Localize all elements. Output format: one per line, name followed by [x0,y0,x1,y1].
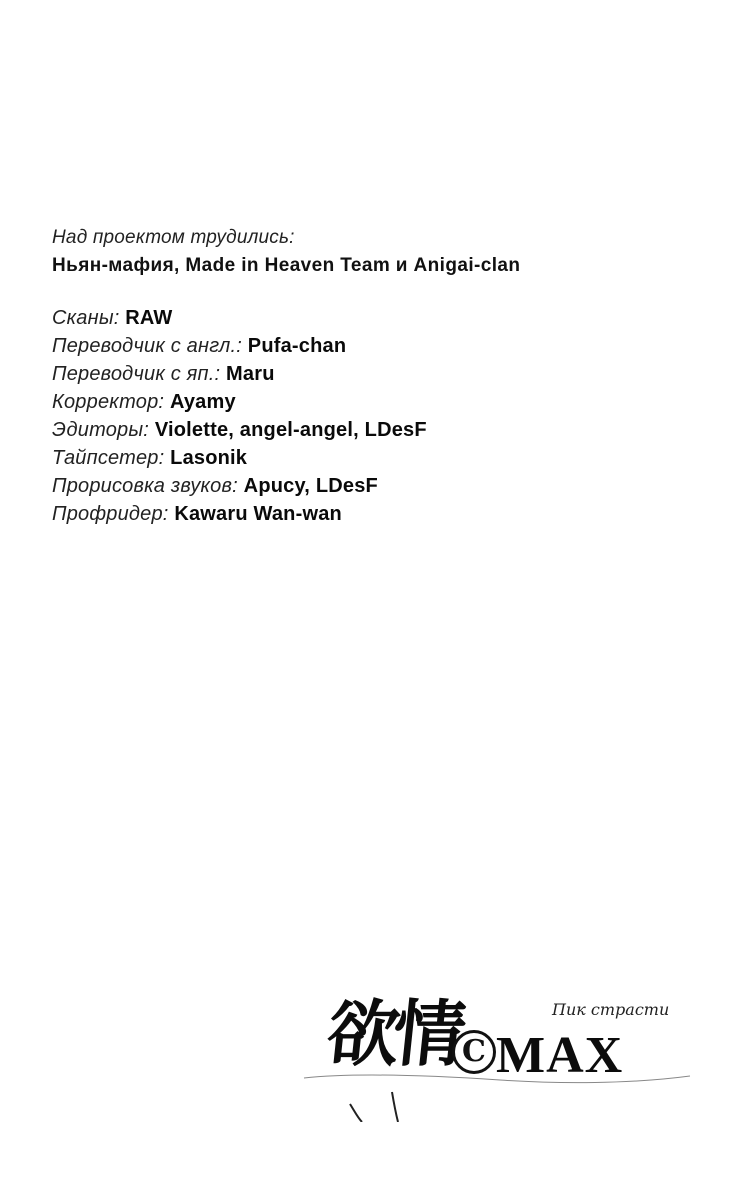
logo-subtitle: Пик страсти [552,1000,670,1019]
role-row [52,388,692,416]
role-row [52,500,692,528]
role-value: Maru [226,363,275,385]
role-label: Эдиторы: [52,419,155,441]
role-label: Профридер: [52,503,175,525]
role-label: Корректор: [52,391,170,413]
role-value: Pufa-chan [247,335,347,357]
role-row [52,416,692,444]
title-logo [300,972,700,1122]
credits-intro: Над проектом трудились: [52,227,295,248]
role-row [52,472,692,500]
role-row [52,332,692,360]
role-label: Сканы: [52,307,126,329]
role-value: RAW [125,307,173,329]
logo-max: MAX [496,1027,624,1084]
role-label: Тайпсетер: [52,447,171,469]
role-row [52,444,692,472]
role-row [52,360,692,388]
role-value: Violette, angel-angel, LDesF [154,419,427,441]
role-row [52,304,692,332]
role-value: Lasonik [170,447,248,469]
credits-teams: Ньян-мафия, Made in Heaven Team и Anigai-clan [52,255,521,276]
role-label: Переводчик с англ.: [52,335,248,357]
role-value: Apucy, LDesF [243,475,378,497]
role-value: Ayamy [169,391,236,413]
role-value: Kawaru Wan-wan [174,503,342,525]
role-label: Прорисовка звуков: [52,475,244,497]
credits-block [52,224,692,528]
logo-kanji: 欲情 [322,991,464,1076]
logo-c-letter: C [452,1030,496,1074]
role-label: Переводчик с яп.: [52,363,227,385]
